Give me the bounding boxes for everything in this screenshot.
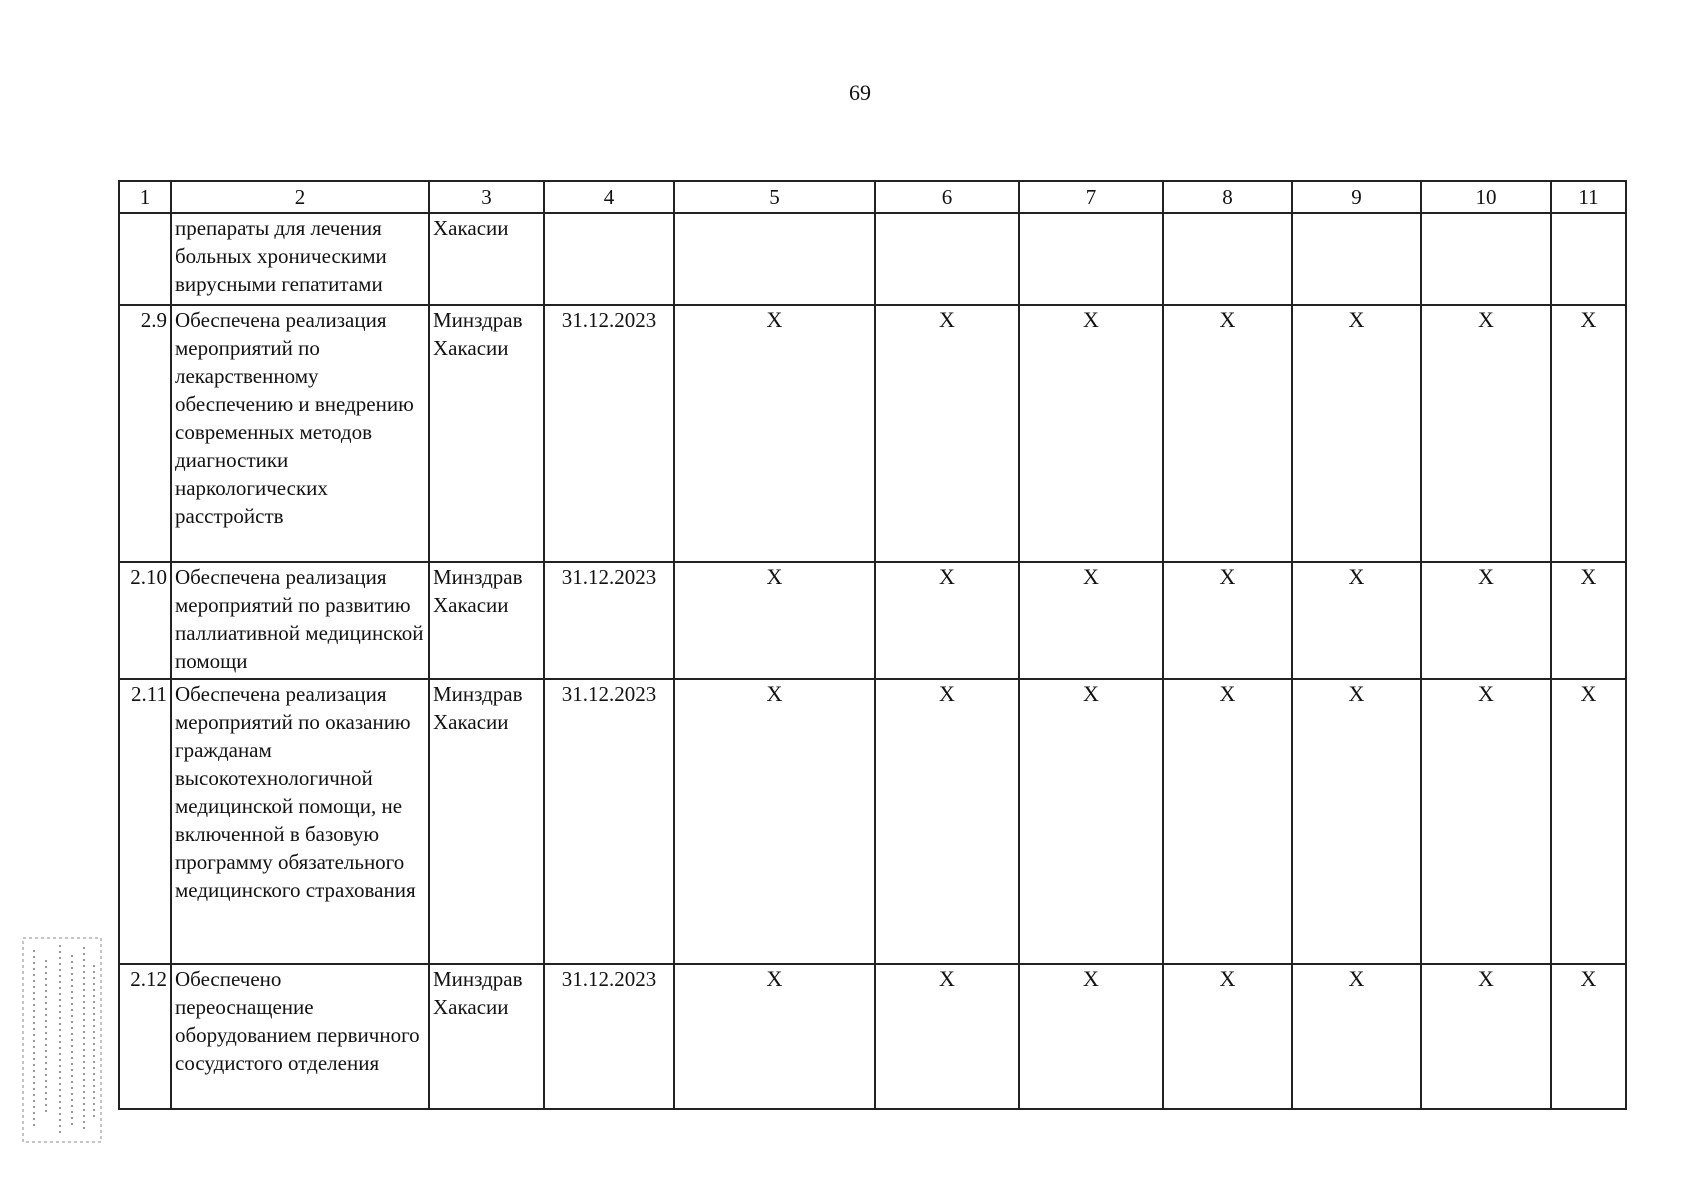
row-mark: X xyxy=(674,305,875,562)
row-mark xyxy=(1421,213,1551,305)
row-mark: X xyxy=(1551,562,1626,679)
row-mark: X xyxy=(875,679,1019,964)
row-number: 2.10 xyxy=(119,562,171,679)
column-header: 10 xyxy=(1421,181,1551,213)
table-row xyxy=(119,305,1626,562)
row-mark: X xyxy=(875,562,1019,679)
row-mark: X xyxy=(1019,305,1163,562)
row-mark: X xyxy=(1421,964,1551,1109)
table-row xyxy=(119,679,1626,964)
row-date: 31.12.2023 xyxy=(544,964,674,1109)
row-mark: X xyxy=(1163,305,1292,562)
row-mark: X xyxy=(1421,679,1551,964)
column-header: 8 xyxy=(1163,181,1292,213)
row-number: 2.12 xyxy=(119,964,171,1109)
row-mark: X xyxy=(1163,562,1292,679)
row-mark: X xyxy=(1292,964,1421,1109)
row-date xyxy=(544,213,674,305)
row-date: 31.12.2023 xyxy=(544,679,674,964)
row-mark: X xyxy=(1421,305,1551,562)
column-header: 9 xyxy=(1292,181,1421,213)
row-mark: X xyxy=(674,964,875,1109)
row-mark: X xyxy=(1019,679,1163,964)
row-description: Обеспечена реализация мероприятий по лекарственному обеспечению и внедрению современных методов диагностики наркологических расстройств xyxy=(171,305,429,562)
row-responsible: Минздрав Хакасии xyxy=(429,679,544,964)
row-mark xyxy=(674,213,875,305)
column-header: 6 xyxy=(875,181,1019,213)
row-mark: X xyxy=(1163,964,1292,1109)
row-responsible: Минздрав Хакасии xyxy=(429,964,544,1109)
row-description: Обеспечена реализация мероприятий по оказанию гражданам высокотехнологичной медицинской помощи, не включенной в базовую программу обязательного медицинского страхования xyxy=(171,679,429,964)
table-header-row xyxy=(119,181,1626,213)
plan-table xyxy=(118,180,1627,1110)
row-mark: X xyxy=(1019,562,1163,679)
row-number: 2.9 xyxy=(119,305,171,562)
row-mark: X xyxy=(1292,305,1421,562)
row-mark: X xyxy=(1292,679,1421,964)
row-mark xyxy=(875,213,1019,305)
row-mark: X xyxy=(1421,562,1551,679)
column-header: 4 xyxy=(544,181,674,213)
row-date: 31.12.2023 xyxy=(544,305,674,562)
row-responsible: Минздрав Хакасии xyxy=(429,562,544,679)
row-mark xyxy=(1551,213,1626,305)
table-row xyxy=(119,562,1626,679)
row-description: Обеспечена реализация мероприятий по развитию паллиативной медицинской помощи xyxy=(171,562,429,679)
row-mark: X xyxy=(1163,679,1292,964)
row-mark: X xyxy=(674,562,875,679)
column-header: 3 xyxy=(429,181,544,213)
column-header: 2 xyxy=(171,181,429,213)
row-mark: X xyxy=(1292,562,1421,679)
row-mark: X xyxy=(1551,305,1626,562)
row-responsible: Минздрав Хакасии xyxy=(429,305,544,562)
row-mark: X xyxy=(1019,964,1163,1109)
margin-stamp-icon xyxy=(20,935,104,1145)
row-mark: X xyxy=(875,305,1019,562)
row-description: препараты для лечения больных хроническими вирусными гепатитами xyxy=(171,213,429,305)
row-mark xyxy=(1019,213,1163,305)
row-description: Обеспечено переоснащение оборудованием первичного сосудистого отделения xyxy=(171,964,429,1109)
row-mark xyxy=(1292,213,1421,305)
column-header: 5 xyxy=(674,181,875,213)
column-header: 1 xyxy=(119,181,171,213)
page-number: 69 xyxy=(849,80,871,105)
column-header: 7 xyxy=(1019,181,1163,213)
row-mark: X xyxy=(674,679,875,964)
row-number: 2.11 xyxy=(119,679,171,964)
row-mark: X xyxy=(1551,679,1626,964)
row-mark: X xyxy=(1551,964,1626,1109)
table-row xyxy=(119,213,1626,305)
table-row xyxy=(119,964,1626,1109)
row-responsible: Хакасии xyxy=(429,213,544,305)
column-header: 11 xyxy=(1551,181,1626,213)
row-date: 31.12.2023 xyxy=(544,562,674,679)
row-number xyxy=(119,213,171,305)
row-mark: X xyxy=(875,964,1019,1109)
row-mark xyxy=(1163,213,1292,305)
